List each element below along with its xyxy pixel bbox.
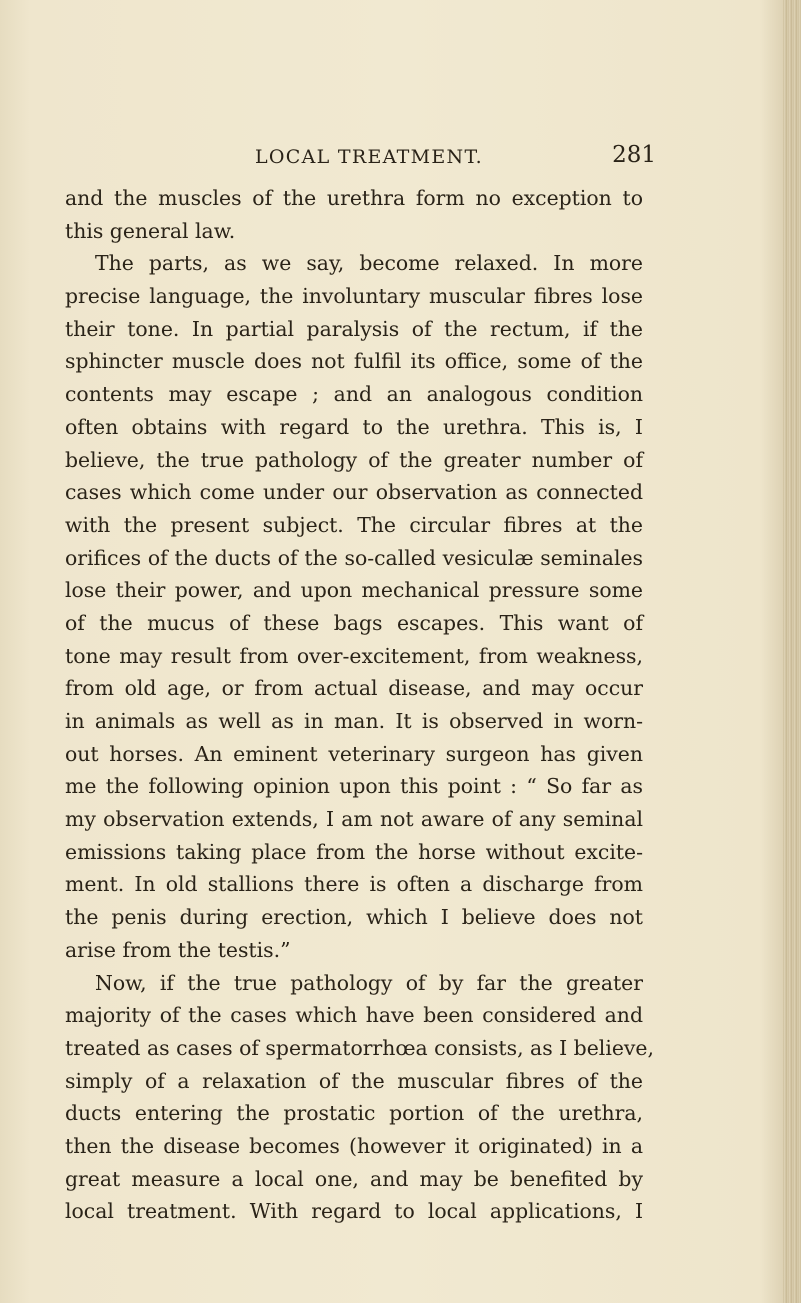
text-line: great measure a local one, and may be benefited by: [65, 1166, 643, 1191]
text-line: their tone. In partial paralysis of the rectum, if the: [65, 316, 643, 341]
text-line: arise from the testis.”: [65, 937, 291, 962]
text-line: lose their power, and upon mechanical pressure some: [65, 578, 643, 603]
paragraph-start-line: Now, if the true pathology of by far the greater: [95, 970, 643, 995]
text-line: often obtains with regard to the urethra. This is, I: [65, 414, 643, 439]
text-line: sphincter muscle does not fulfil its office, some of the: [65, 349, 643, 374]
text-line: and the muscles of the urethra form no exception to: [65, 186, 643, 210]
text-line: orifices of the ducts of the so-called vesiculæ seminales: [65, 545, 643, 570]
text-line: this general law.: [65, 218, 236, 243]
text-line: majority of the cases which have been considered and: [65, 1003, 643, 1028]
text-line: tone may result from over-excitement, from weakness,: [65, 643, 643, 668]
text-line: then the disease becomes (however it originated) in a: [65, 1133, 643, 1158]
text-line: out horses. An eminent veterinary surgeon has given: [65, 741, 643, 766]
text-line: ment. In old stallions there is often a discharge from: [65, 872, 643, 897]
text-line: with the present subject. The circular fibres at the: [65, 512, 643, 537]
text-line: simply of a relaxation of the muscular fibres of the: [65, 1068, 643, 1093]
body-text: [65, 182, 654, 1228]
paragraph-start-line: The parts, as we say, become relaxed. In more: [95, 251, 643, 276]
text-line: emissions taking place from the horse without excite-: [65, 839, 643, 864]
text-line: local treatment. With regard to local applications, I: [65, 1199, 643, 1224]
text-line: precise language, the involuntary muscular fibres lose: [65, 284, 643, 309]
page-edge: [783, 0, 801, 1303]
running-title: LOCAL TREATMENT.: [255, 146, 483, 168]
page-header: [60, 142, 660, 176]
text-line: believe, the true pathology of the greater number of: [65, 447, 643, 472]
text-line: the penis during erection, which I believe does not: [65, 905, 643, 930]
text-line: cases which come under our observation as connected: [65, 480, 643, 505]
text-line: ducts entering the prostatic portion of the urethra,: [65, 1101, 643, 1126]
text-line: in animals as well as in man. It is observed in worn-: [65, 709, 643, 733]
text-line: contents may escape ; and an analogous condition: [65, 382, 643, 407]
text-line: from old age, or from actual disease, and may occur: [65, 676, 643, 701]
text-line: me the following opinion upon this point : “ So far as: [65, 774, 643, 799]
text-line: treated as cases of spermatorrhœa consists, as I believe,: [65, 1035, 654, 1060]
text-line: of the mucus of these bags escapes. This want of: [65, 610, 643, 635]
page-number: 281: [612, 142, 656, 168]
text-line: my observation extends, I am not aware of any seminal: [65, 807, 643, 832]
